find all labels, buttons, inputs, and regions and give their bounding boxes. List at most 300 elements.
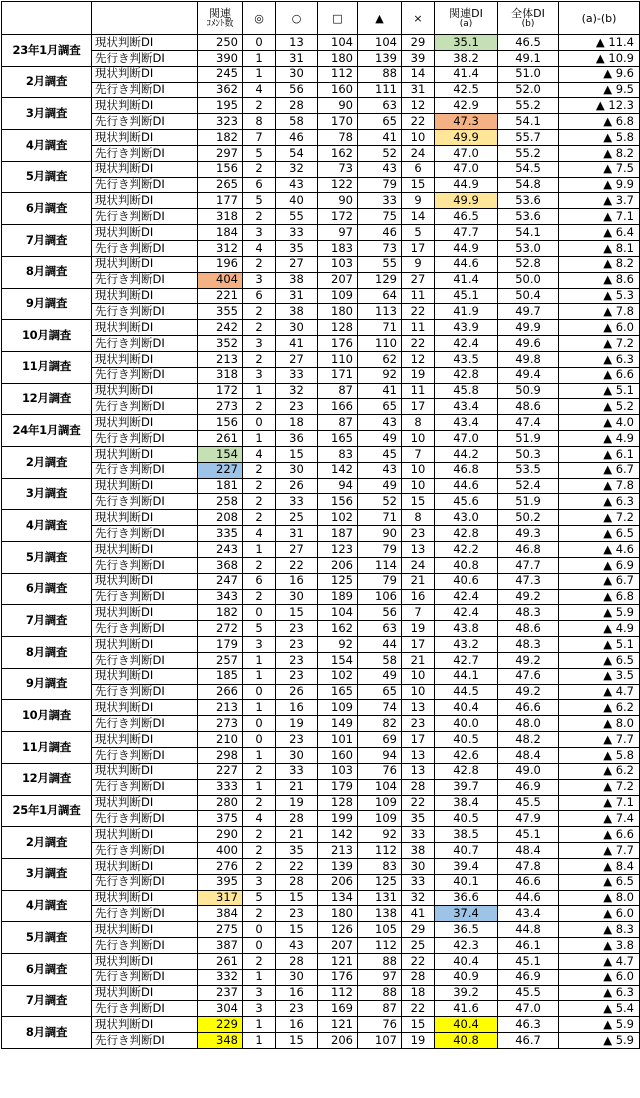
double-circle-count: 2 bbox=[243, 256, 276, 272]
overall-di-value: 45.5 bbox=[498, 795, 559, 811]
circle-count: 58 bbox=[276, 114, 318, 130]
overall-di-value: 46.6 bbox=[498, 874, 559, 890]
square-count: 162 bbox=[318, 145, 358, 161]
related-di-value: 36.5 bbox=[435, 922, 498, 938]
cross-count: 22 bbox=[402, 114, 435, 130]
table-row bbox=[2, 605, 640, 621]
di-difference: ▲ 5.9 bbox=[559, 605, 640, 621]
related-di-value: 44.5 bbox=[435, 684, 498, 700]
double-circle-count: 3 bbox=[243, 637, 276, 653]
square-count: 128 bbox=[318, 795, 358, 811]
table-row bbox=[2, 272, 640, 288]
related-comment-count: 343 bbox=[198, 589, 243, 605]
header-square: □ bbox=[318, 2, 358, 35]
table-row bbox=[2, 542, 640, 558]
table-row bbox=[2, 1017, 640, 1033]
related-comment-count: 179 bbox=[198, 637, 243, 653]
di-difference: ▲ 5.1 bbox=[559, 637, 640, 653]
related-di-value: 40.0 bbox=[435, 716, 498, 732]
overall-di-value: 45.5 bbox=[498, 985, 559, 1001]
indicator-type: 先行き判断DI bbox=[92, 843, 198, 859]
month-label: 9月調査 bbox=[2, 288, 92, 320]
square-count: 102 bbox=[318, 668, 358, 684]
square-count: 87 bbox=[318, 383, 358, 399]
indicator-type: 現状判断DI bbox=[92, 953, 198, 969]
double-circle-count: 0 bbox=[243, 938, 276, 954]
square-count: 165 bbox=[318, 684, 358, 700]
di-difference: ▲ 4.0 bbox=[559, 415, 640, 431]
month-label: 5月調査 bbox=[2, 161, 92, 193]
circle-count: 26 bbox=[276, 684, 318, 700]
square-count: 142 bbox=[318, 827, 358, 843]
table-row bbox=[2, 526, 640, 542]
overall-di-value: 48.3 bbox=[498, 605, 559, 621]
double-circle-count: 1 bbox=[243, 542, 276, 558]
related-di-value: 47.3 bbox=[435, 114, 498, 130]
circle-count: 54 bbox=[276, 145, 318, 161]
related-di-value: 43.8 bbox=[435, 621, 498, 637]
related-di-value: 43.0 bbox=[435, 510, 498, 526]
related-comment-count: 323 bbox=[198, 114, 243, 130]
month-label: 3月調査 bbox=[2, 478, 92, 510]
circle-count: 22 bbox=[276, 858, 318, 874]
square-count: 170 bbox=[318, 114, 358, 130]
indicator-type: 現状判断DI bbox=[92, 922, 198, 938]
square-count: 139 bbox=[318, 858, 358, 874]
cross-count: 10 bbox=[402, 668, 435, 684]
overall-di-value: 48.6 bbox=[498, 399, 559, 415]
related-di-value: 40.7 bbox=[435, 843, 498, 859]
di-difference: ▲ 3.7 bbox=[559, 193, 640, 209]
overall-di-value: 46.8 bbox=[498, 542, 559, 558]
triangle-count: 79 bbox=[358, 573, 402, 589]
di-difference: ▲ 5.3 bbox=[559, 288, 640, 304]
overall-di-value: 48.4 bbox=[498, 843, 559, 859]
indicator-type: 現状判断DI bbox=[92, 732, 198, 748]
square-count: 101 bbox=[318, 732, 358, 748]
double-circle-count: 2 bbox=[243, 98, 276, 114]
related-comment-count: 297 bbox=[198, 145, 243, 161]
table-row bbox=[2, 82, 640, 98]
table-row bbox=[2, 114, 640, 130]
related-di-value: 49.9 bbox=[435, 193, 498, 209]
cross-count: 9 bbox=[402, 193, 435, 209]
month-label: 3月調査 bbox=[2, 98, 92, 130]
overall-di-value: 49.7 bbox=[498, 304, 559, 320]
square-count: 206 bbox=[318, 557, 358, 573]
table-row bbox=[2, 684, 640, 700]
double-circle-count: 3 bbox=[243, 272, 276, 288]
triangle-count: 111 bbox=[358, 82, 402, 98]
header-overall-di bbox=[498, 2, 559, 35]
double-circle-count: 2 bbox=[243, 589, 276, 605]
di-difference: ▲ 4.7 bbox=[559, 953, 640, 969]
square-count: 109 bbox=[318, 700, 358, 716]
di-difference: ▲ 8.4 bbox=[559, 858, 640, 874]
table-row bbox=[2, 557, 640, 573]
related-comment-count: 221 bbox=[198, 288, 243, 304]
indicator-type: 先行き判断DI bbox=[92, 716, 198, 732]
related-comment-count: 368 bbox=[198, 557, 243, 573]
related-di-value: 45.1 bbox=[435, 288, 498, 304]
overall-di-value: 51.9 bbox=[498, 431, 559, 447]
square-count: 180 bbox=[318, 50, 358, 66]
table-row bbox=[2, 969, 640, 985]
triangle-count: 49 bbox=[358, 668, 402, 684]
indicator-type: 先行き判断DI bbox=[92, 50, 198, 66]
triangle-count: 82 bbox=[358, 716, 402, 732]
table-row bbox=[2, 446, 640, 462]
table-row bbox=[2, 415, 640, 431]
circle-count: 15 bbox=[276, 890, 318, 906]
double-circle-count: 0 bbox=[243, 35, 276, 51]
related-comment-count: 375 bbox=[198, 811, 243, 827]
indicator-type: 先行き判断DI bbox=[92, 1033, 198, 1049]
double-circle-count: 2 bbox=[243, 906, 276, 922]
cross-count: 7 bbox=[402, 446, 435, 462]
triangle-count: 65 bbox=[358, 399, 402, 415]
double-circle-count: 2 bbox=[243, 161, 276, 177]
related-di-value: 46.8 bbox=[435, 462, 498, 478]
triangle-count: 79 bbox=[358, 177, 402, 193]
table-row bbox=[2, 1001, 640, 1017]
overall-di-value: 49.9 bbox=[498, 320, 559, 336]
triangle-count: 109 bbox=[358, 795, 402, 811]
related-comment-count: 156 bbox=[198, 415, 243, 431]
month-label: 2月調査 bbox=[2, 827, 92, 859]
indicator-type: 現状判断DI bbox=[92, 1017, 198, 1033]
related-di-value: 44.9 bbox=[435, 240, 498, 256]
month-label: 7月調査 bbox=[2, 985, 92, 1017]
related-di-value: 41.9 bbox=[435, 304, 498, 320]
overall-di-value: 49.1 bbox=[498, 50, 559, 66]
di-difference: ▲ 6.3 bbox=[559, 985, 640, 1001]
indicator-type: 先行き判断DI bbox=[92, 526, 198, 542]
related-comment-count: 177 bbox=[198, 193, 243, 209]
overall-di-value: 50.4 bbox=[498, 288, 559, 304]
di-difference: ▲ 7.7 bbox=[559, 843, 640, 859]
related-di-value: 47.0 bbox=[435, 145, 498, 161]
table-row bbox=[2, 462, 640, 478]
triangle-count: 88 bbox=[358, 953, 402, 969]
cross-count: 14 bbox=[402, 66, 435, 82]
circle-count: 13 bbox=[276, 35, 318, 51]
overall-di-value: 50.9 bbox=[498, 383, 559, 399]
cross-count: 17 bbox=[402, 732, 435, 748]
square-count: 78 bbox=[318, 130, 358, 146]
square-count: 199 bbox=[318, 811, 358, 827]
square-count: 134 bbox=[318, 890, 358, 906]
cross-count: 8 bbox=[402, 510, 435, 526]
related-di-value: 44.1 bbox=[435, 668, 498, 684]
square-count: 104 bbox=[318, 605, 358, 621]
related-comment-count: 352 bbox=[198, 336, 243, 352]
table-row bbox=[2, 130, 640, 146]
table-row bbox=[2, 700, 640, 716]
di-difference: ▲ 9.9 bbox=[559, 177, 640, 193]
overall-di-value: 46.3 bbox=[498, 1017, 559, 1033]
related-comment-count: 355 bbox=[198, 304, 243, 320]
overall-di-value: 50.0 bbox=[498, 272, 559, 288]
di-difference: ▲ 9.5 bbox=[559, 82, 640, 98]
table-row bbox=[2, 351, 640, 367]
square-count: 213 bbox=[318, 843, 358, 859]
table-row bbox=[2, 573, 640, 589]
cross-count: 22 bbox=[402, 795, 435, 811]
double-circle-count: 5 bbox=[243, 145, 276, 161]
double-circle-count: 5 bbox=[243, 890, 276, 906]
circle-count: 15 bbox=[276, 1033, 318, 1049]
table-row bbox=[2, 478, 640, 494]
month-label: 11月調査 bbox=[2, 351, 92, 383]
overall-di-value: 54.1 bbox=[498, 114, 559, 130]
related-di-value: 43.5 bbox=[435, 351, 498, 367]
related-di-value: 42.6 bbox=[435, 747, 498, 763]
di-difference: ▲ 6.5 bbox=[559, 652, 640, 668]
month-label: 2月調査 bbox=[2, 446, 92, 478]
overall-di-value: 54.8 bbox=[498, 177, 559, 193]
cross-count: 14 bbox=[402, 209, 435, 225]
square-count: 126 bbox=[318, 922, 358, 938]
related-comment-count: 390 bbox=[198, 50, 243, 66]
indicator-type: 先行き判断DI bbox=[92, 874, 198, 890]
square-count: 102 bbox=[318, 510, 358, 526]
circle-count: 16 bbox=[276, 985, 318, 1001]
related-di-value: 43.4 bbox=[435, 399, 498, 415]
table-row bbox=[2, 827, 640, 843]
related-di-value: 40.8 bbox=[435, 557, 498, 573]
cross-count: 21 bbox=[402, 652, 435, 668]
square-count: 180 bbox=[318, 906, 358, 922]
triangle-count: 44 bbox=[358, 637, 402, 653]
cross-count: 30 bbox=[402, 858, 435, 874]
di-difference: ▲ 6.3 bbox=[559, 351, 640, 367]
table-row bbox=[2, 732, 640, 748]
related-di-value: 43.9 bbox=[435, 320, 498, 336]
related-comment-count: 404 bbox=[198, 272, 243, 288]
circle-count: 23 bbox=[276, 732, 318, 748]
double-circle-count: 1 bbox=[243, 431, 276, 447]
circle-count: 33 bbox=[276, 367, 318, 383]
indicator-type: 先行き判断DI bbox=[92, 811, 198, 827]
cross-count: 11 bbox=[402, 320, 435, 336]
triangle-count: 88 bbox=[358, 66, 402, 82]
indicator-type: 現状判断DI bbox=[92, 700, 198, 716]
table-row bbox=[2, 953, 640, 969]
circle-count: 28 bbox=[276, 98, 318, 114]
table-row bbox=[2, 320, 640, 336]
square-count: 121 bbox=[318, 1017, 358, 1033]
square-count: 165 bbox=[318, 431, 358, 447]
di-difference: ▲ 6.0 bbox=[559, 969, 640, 985]
table-row bbox=[2, 288, 640, 304]
double-circle-count: 2 bbox=[243, 494, 276, 510]
related-di-value: 49.9 bbox=[435, 130, 498, 146]
circle-count: 38 bbox=[276, 304, 318, 320]
cross-count: 10 bbox=[402, 130, 435, 146]
month-label: 8月調査 bbox=[2, 256, 92, 288]
di-difference: ▲ 7.5 bbox=[559, 161, 640, 177]
related-comment-count: 245 bbox=[198, 66, 243, 82]
table-row bbox=[2, 367, 640, 383]
di-difference: ▲ 7.2 bbox=[559, 779, 640, 795]
table-row bbox=[2, 1033, 640, 1049]
related-comment-count: 272 bbox=[198, 621, 243, 637]
overall-di-value: 53.6 bbox=[498, 209, 559, 225]
indicator-type: 先行き判断DI bbox=[92, 589, 198, 605]
double-circle-count: 1 bbox=[243, 779, 276, 795]
square-count: 176 bbox=[318, 969, 358, 985]
month-label: 24年1月調査 bbox=[2, 415, 92, 447]
cross-count: 10 bbox=[402, 684, 435, 700]
circle-count: 15 bbox=[276, 605, 318, 621]
triangle-count: 58 bbox=[358, 652, 402, 668]
related-comment-count: 250 bbox=[198, 35, 243, 51]
table-row bbox=[2, 843, 640, 859]
overall-di-value: 55.2 bbox=[498, 145, 559, 161]
table-row bbox=[2, 747, 640, 763]
related-comment-count: 208 bbox=[198, 510, 243, 526]
related-di-value: 39.7 bbox=[435, 779, 498, 795]
square-count: 154 bbox=[318, 652, 358, 668]
related-di-value: 35.1 bbox=[435, 35, 498, 51]
related-di-value: 40.4 bbox=[435, 1017, 498, 1033]
related-comment-count: 266 bbox=[198, 684, 243, 700]
related-di-value: 36.6 bbox=[435, 890, 498, 906]
table-row bbox=[2, 336, 640, 352]
double-circle-count: 0 bbox=[243, 415, 276, 431]
di-difference: ▲ 6.8 bbox=[559, 114, 640, 130]
cross-count: 32 bbox=[402, 890, 435, 906]
square-count: 172 bbox=[318, 209, 358, 225]
related-comment-count: 312 bbox=[198, 240, 243, 256]
related-comment-count: 229 bbox=[198, 1017, 243, 1033]
related-di-value: 40.9 bbox=[435, 969, 498, 985]
indicator-type: 現状判断DI bbox=[92, 668, 198, 684]
circle-count: 19 bbox=[276, 716, 318, 732]
indicator-type: 先行き判断DI bbox=[92, 272, 198, 288]
indicator-type: 現状判断DI bbox=[92, 351, 198, 367]
di-difference: ▲ 6.7 bbox=[559, 573, 640, 589]
triangle-count: 52 bbox=[358, 145, 402, 161]
indicator-type: 先行き判断DI bbox=[92, 177, 198, 193]
triangle-count: 110 bbox=[358, 336, 402, 352]
indicator-type: 先行き判断DI bbox=[92, 367, 198, 383]
cross-count: 12 bbox=[402, 98, 435, 114]
circle-count: 43 bbox=[276, 177, 318, 193]
triangle-count: 69 bbox=[358, 732, 402, 748]
di-difference: ▲ 9.6 bbox=[559, 66, 640, 82]
month-label: 23年1月調査 bbox=[2, 35, 92, 67]
related-di-value: 40.6 bbox=[435, 573, 498, 589]
related-comment-count: 227 bbox=[198, 763, 243, 779]
related-comment-count: 335 bbox=[198, 526, 243, 542]
month-label: 4月調査 bbox=[2, 890, 92, 922]
circle-count: 23 bbox=[276, 621, 318, 637]
overall-di-value: 46.6 bbox=[498, 700, 559, 716]
triangle-count: 43 bbox=[358, 462, 402, 478]
di-difference: ▲ 5.8 bbox=[559, 747, 640, 763]
cross-count: 13 bbox=[402, 700, 435, 716]
indicator-type: 現状判断DI bbox=[92, 383, 198, 399]
square-count: 123 bbox=[318, 542, 358, 558]
double-circle-count: 4 bbox=[243, 446, 276, 462]
circle-count: 26 bbox=[276, 478, 318, 494]
cross-count: 13 bbox=[402, 542, 435, 558]
table-row bbox=[2, 589, 640, 605]
indicator-type: 現状判断DI bbox=[92, 763, 198, 779]
indicator-type: 現状判断DI bbox=[92, 827, 198, 843]
related-comment-count: 210 bbox=[198, 732, 243, 748]
square-count: 189 bbox=[318, 589, 358, 605]
table-row bbox=[2, 779, 640, 795]
triangle-count: 76 bbox=[358, 1017, 402, 1033]
square-count: 94 bbox=[318, 478, 358, 494]
indicator-type: 先行き判断DI bbox=[92, 462, 198, 478]
month-label: 4月調査 bbox=[2, 510, 92, 542]
triangle-count: 87 bbox=[358, 1001, 402, 1017]
overall-di-value: 52.0 bbox=[498, 82, 559, 98]
indicator-type: 現状判断DI bbox=[92, 795, 198, 811]
month-label: 12月調査 bbox=[2, 383, 92, 415]
square-count: 112 bbox=[318, 66, 358, 82]
table-row bbox=[2, 652, 640, 668]
related-di-value: 40.1 bbox=[435, 874, 498, 890]
related-comment-count: 261 bbox=[198, 953, 243, 969]
header-related-label: 関連 bbox=[209, 6, 231, 20]
related-comment-count: 273 bbox=[198, 716, 243, 732]
overall-di-value: 54.1 bbox=[498, 225, 559, 241]
cross-count: 15 bbox=[402, 494, 435, 510]
indicator-type: 現状判断DI bbox=[92, 256, 198, 272]
di-difference: ▲ 6.5 bbox=[559, 874, 640, 890]
overall-di-value: 46.1 bbox=[498, 938, 559, 954]
indicator-type: 現状判断DI bbox=[92, 130, 198, 146]
circle-count: 22 bbox=[276, 557, 318, 573]
related-comment-count: 317 bbox=[198, 890, 243, 906]
month-label: 10月調査 bbox=[2, 700, 92, 732]
table-row bbox=[2, 510, 640, 526]
di-difference: ▲ 7.1 bbox=[559, 795, 640, 811]
double-circle-count: 6 bbox=[243, 177, 276, 193]
di-difference: ▲ 6.4 bbox=[559, 225, 640, 241]
overall-di-value: 49.4 bbox=[498, 367, 559, 383]
month-label: 6月調査 bbox=[2, 953, 92, 985]
di-difference: ▲ 11.4 bbox=[559, 35, 640, 51]
di-difference: ▲ 6.5 bbox=[559, 526, 640, 542]
square-count: 125 bbox=[318, 573, 358, 589]
related-comment-count: 318 bbox=[198, 367, 243, 383]
cross-count: 6 bbox=[402, 161, 435, 177]
circle-count: 16 bbox=[276, 700, 318, 716]
square-count: 121 bbox=[318, 953, 358, 969]
indicator-type: 現状判断DI bbox=[92, 510, 198, 526]
overall-di-value: 47.0 bbox=[498, 1001, 559, 1017]
indicator-type: 先行き判断DI bbox=[92, 114, 198, 130]
double-circle-count: 1 bbox=[243, 1017, 276, 1033]
triangle-count: 65 bbox=[358, 114, 402, 130]
circle-count: 40 bbox=[276, 193, 318, 209]
related-di-value: 40.5 bbox=[435, 732, 498, 748]
triangle-count: 131 bbox=[358, 890, 402, 906]
triangle-count: 109 bbox=[358, 811, 402, 827]
overall-di-value: 54.5 bbox=[498, 161, 559, 177]
month-label: 8月調査 bbox=[2, 637, 92, 669]
circle-count: 25 bbox=[276, 510, 318, 526]
double-circle-count: 3 bbox=[243, 367, 276, 383]
di-difference: ▲ 7.1 bbox=[559, 209, 640, 225]
double-circle-count: 1 bbox=[243, 969, 276, 985]
